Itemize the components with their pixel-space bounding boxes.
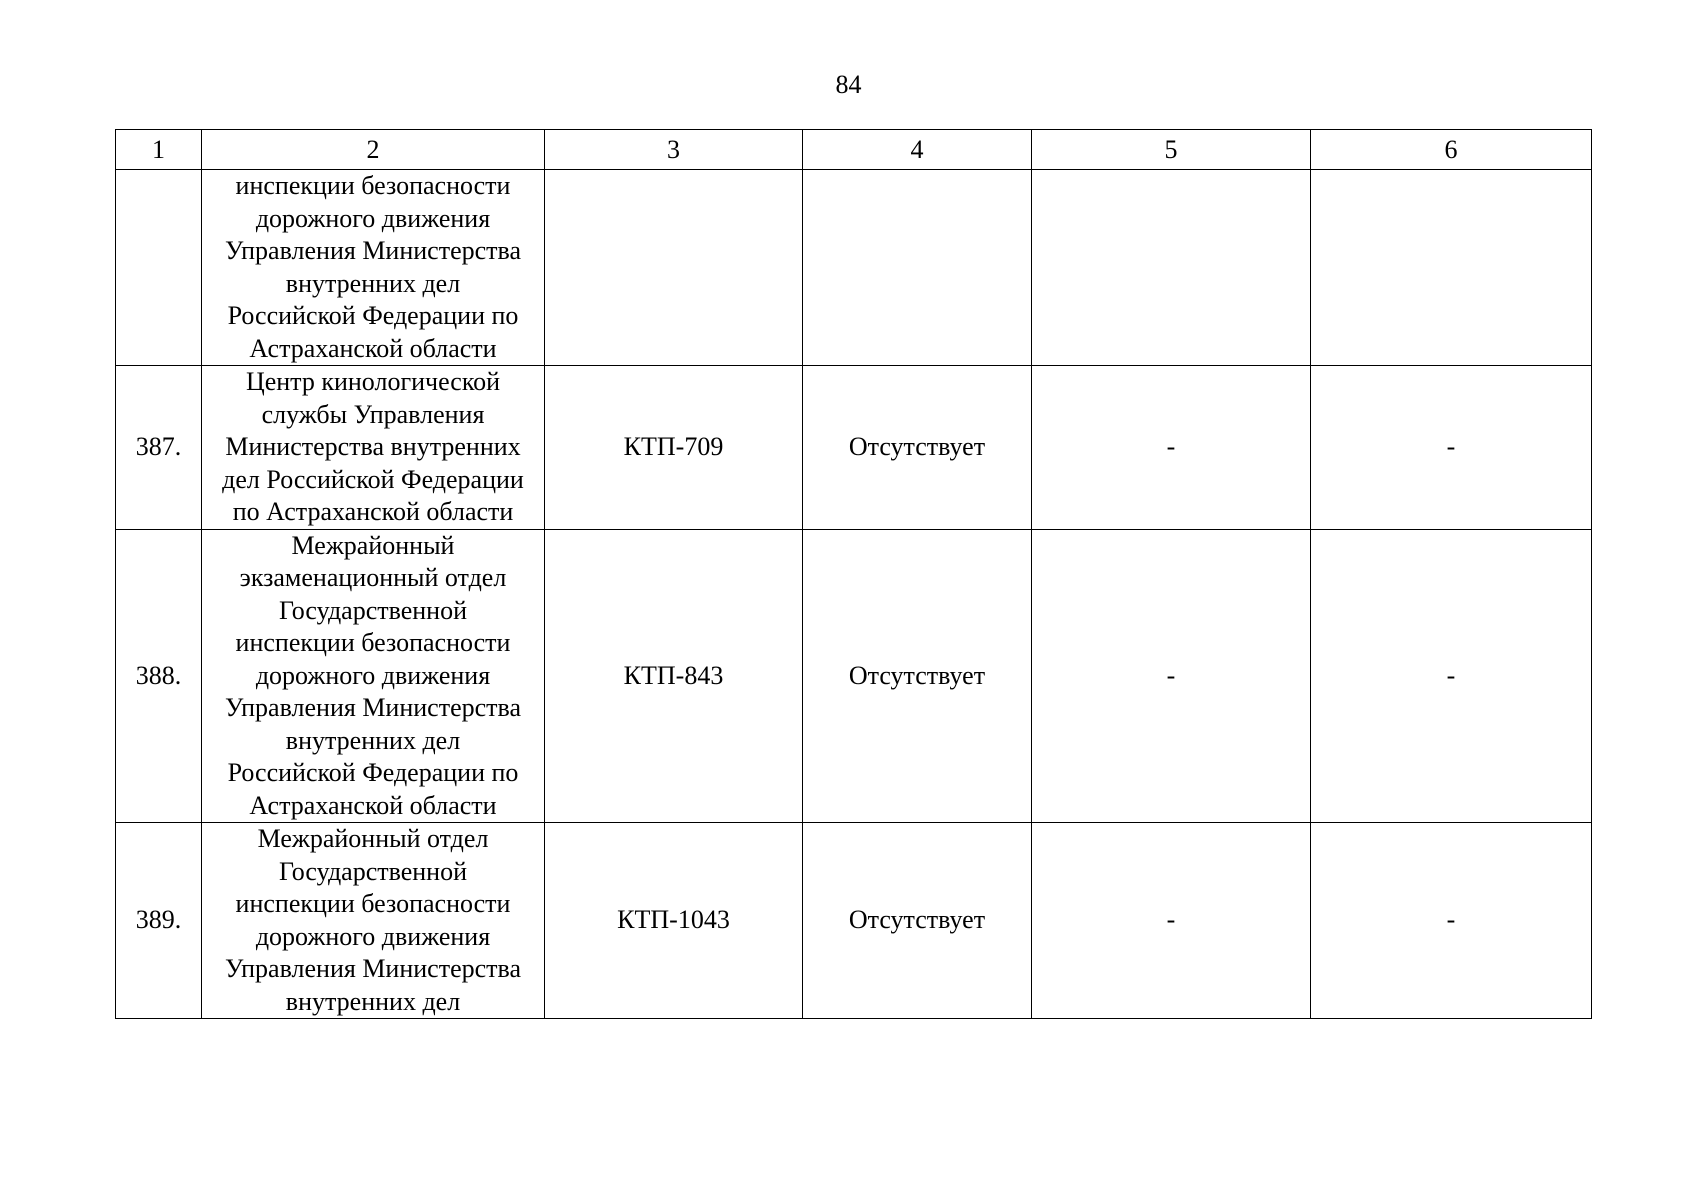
column-6-cell: - <box>1311 529 1592 823</box>
organization-line: внутренних дел <box>285 986 461 1016</box>
header-cell-3: 3 <box>545 130 803 170</box>
substation-cell <box>545 170 803 366</box>
organization-cell <box>202 529 545 823</box>
organization-line: Российской Федерации по <box>227 301 519 330</box>
organization-line: инспекции безопасности <box>235 889 511 918</box>
organization-line: инспекции безопасности <box>235 171 511 200</box>
organization-line: дорожного движения <box>255 921 491 951</box>
column-4-cell: Отсутствует <box>803 529 1032 823</box>
row-number-cell: 387. <box>116 366 202 530</box>
organization-line: дел Российской Федерации <box>222 464 524 494</box>
organization-line: Управления Министерства <box>225 236 521 265</box>
header-cell-1: 1 <box>116 130 202 170</box>
column-4-cell: Отсутствует <box>803 823 1032 1019</box>
organization-line: Российской Федерации по <box>227 758 519 787</box>
organization-line: Министерства внутренних <box>225 432 521 461</box>
column-5-cell <box>1032 170 1311 366</box>
column-5-cell: - <box>1032 366 1311 530</box>
organization-line: Государственной <box>278 856 468 886</box>
table-row <box>116 823 1592 1019</box>
page-number: 84 <box>835 70 862 99</box>
organization-line: Межрайонный отдел <box>257 824 489 853</box>
organization-line: дорожного движения <box>255 660 491 690</box>
document-table <box>115 129 1592 1019</box>
row-number-cell <box>116 170 202 366</box>
table-row <box>116 529 1592 823</box>
column-6-cell <box>1311 170 1592 366</box>
row-number-cell: 389. <box>116 823 202 1019</box>
column-6-cell: - <box>1311 366 1592 530</box>
header-cell-6: 6 <box>1311 130 1592 170</box>
substation-cell: КТП-1043 <box>545 823 803 1019</box>
row-number-cell: 388. <box>116 529 202 823</box>
organization-line: Астраханской области <box>249 333 497 363</box>
header-row <box>116 130 1592 170</box>
header-cell-5: 5 <box>1032 130 1311 170</box>
column-5-cell: - <box>1032 823 1311 1019</box>
organization-line: службы Управления <box>261 399 485 429</box>
table-row <box>116 170 1592 366</box>
organization-line: Управления Министерства <box>225 693 521 722</box>
organization-cell <box>202 823 545 1019</box>
organization-line: Государственной <box>278 595 468 625</box>
column-4-cell: Отсутствует <box>803 366 1032 530</box>
header-cell-2: 2 <box>202 130 545 170</box>
organization-line: Центр кинологической <box>245 367 501 396</box>
organization-line: по Астраханской области <box>232 497 514 526</box>
organization-line: инспекции безопасности <box>235 628 511 657</box>
table-row <box>116 366 1592 530</box>
header-cell-4: 4 <box>803 130 1032 170</box>
organization-line: дорожного движения <box>255 203 491 233</box>
organization-line: внутренних дел <box>285 725 461 755</box>
organization-cell <box>202 366 545 530</box>
organization-line: экзаменационный отдел <box>239 563 507 592</box>
substation-cell: КТП-709 <box>545 366 803 530</box>
organization-line: Управления Министерства <box>225 954 521 983</box>
column-5-cell: - <box>1032 529 1311 823</box>
organization-cell <box>202 170 545 366</box>
substation-cell: КТП-843 <box>545 529 803 823</box>
organization-line: Межрайонный <box>291 530 455 560</box>
column-6-cell: - <box>1311 823 1592 1019</box>
column-4-cell <box>803 170 1032 366</box>
organization-line: внутренних дел <box>285 268 461 298</box>
organization-line: Астраханской области <box>249 790 497 820</box>
